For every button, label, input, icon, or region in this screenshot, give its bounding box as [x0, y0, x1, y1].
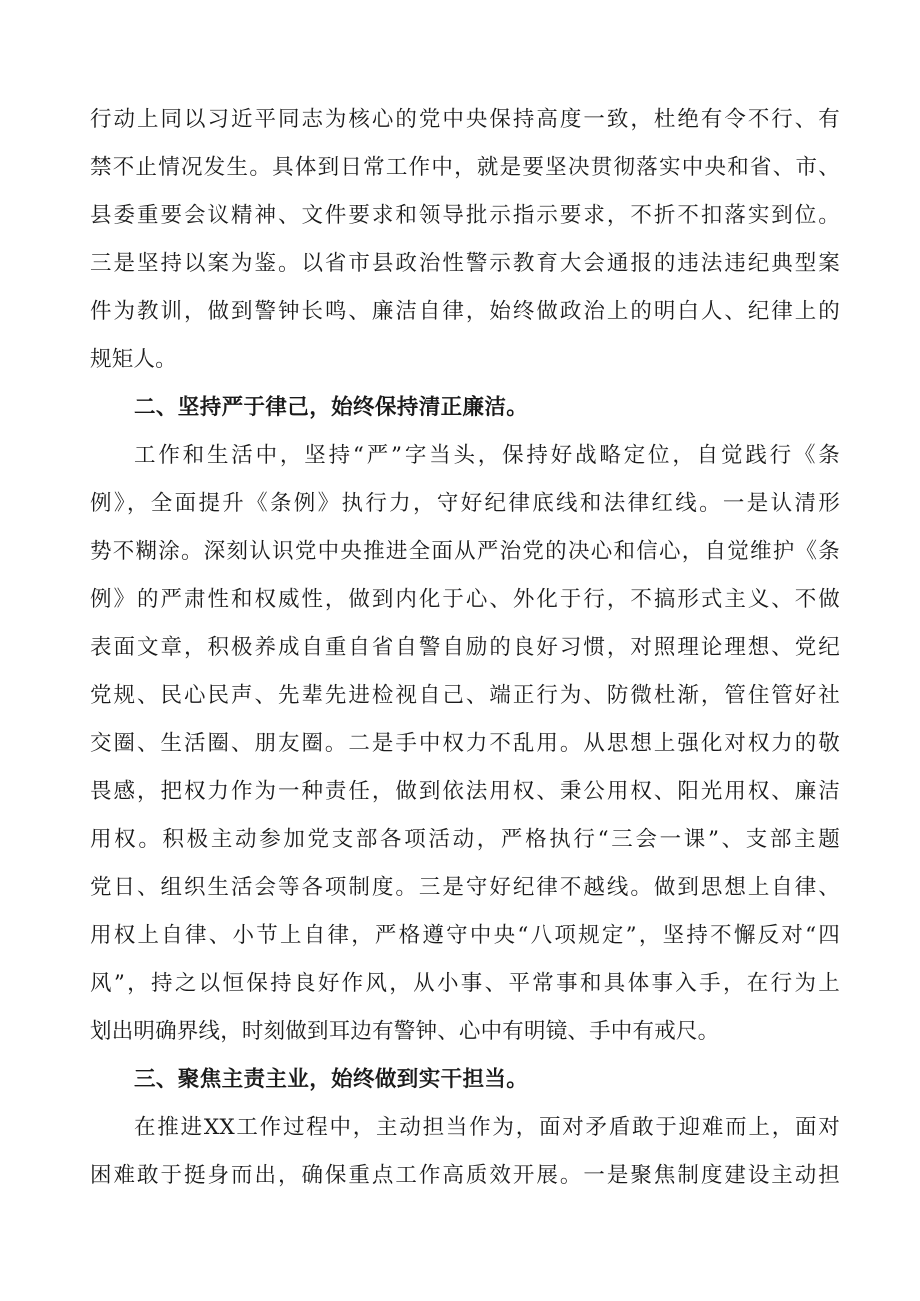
text-line: 困难敢于挺身而出，确保重点工作高质效开展。一是聚焦制度建设主动担	[90, 1163, 840, 1188]
document-body	[90, 96, 840, 1200]
text-line: 畏感，把权力作为一种责任，做到依法用权、秉公用权、阳光用权、廉洁	[90, 779, 840, 804]
text-line: 风”，持之以恒保持良好作风，从小事、平常事和具体事入手，在行为上	[90, 971, 840, 996]
text-line: 行动上同以习近平同志为核心的党中央保持高度一致，杜绝有令不行、有	[90, 107, 840, 132]
text-line: 用权。积极主动参加党支部各项活动，严格执行“三会一课”、支部主题	[90, 827, 840, 852]
text-line: 件为教训，做到警钟长鸣、廉洁自律，始终做政治上的明白人、纪律上的	[90, 299, 840, 324]
text-line: 例》的严肃性和权威性，做到内化于心、外化于行，不搞形式主义、不做	[90, 587, 840, 612]
paragraph-2	[90, 432, 840, 1056]
text-line: 例》，全面提升《条例》执行力，守好纪律底线和法律红线。一是认清形	[90, 491, 840, 516]
text-line: 党规、民心民声、先辈先进检视自己、端正行为、防微杜渐，管住管好社	[90, 683, 840, 708]
text-line: 党日、组织生活会等各项制度。三是守好纪律不越线。做到思想上自律、	[90, 875, 840, 900]
text-line: 县委重要会议精神、文件要求和领导批示指示要求，不折不扣落实到位。	[90, 203, 840, 228]
text-line: 划出明确界线，时刻做到耳边有警钟、心中有明镜、手中有戒尺。	[90, 1019, 720, 1044]
text-line: 在推进XX工作过程中，主动担当作为，面对矛盾敢于迎难而上，面对	[134, 1115, 840, 1140]
text-line: 禁不止情况发生。具体到日常工作中，就是要坚决贯彻落实中央和省、市、	[90, 155, 840, 180]
text-line: 工作和生活中，坚持“严”字当头，保持好战略定位，自觉践行《条	[134, 443, 840, 468]
section-heading-2: 二、坚持严于律己，始终保持清正廉洁。	[134, 395, 529, 420]
section-heading-3: 三、聚焦主责主业，始终做到实干担当。	[134, 1067, 529, 1092]
paragraph-1	[90, 96, 840, 384]
text-line: 表面文章，积极养成自重自省自警自励的良好习惯，对照理论理想、党纪	[90, 635, 840, 660]
text-line: 用权上自律、小节上自律，严格遵守中央“八项规定”，坚持不懈反对“四	[90, 923, 840, 948]
paragraph-3	[90, 1104, 840, 1200]
text-line: 规矩人。	[90, 347, 177, 372]
text-line: 势不糊涂。深刻认识党中央推进全面从严治党的决心和信心，自觉维护《条	[90, 539, 840, 564]
text-line: 交圈、生活圈、朋友圈。二是手中权力不乱用。从思想上强化对权力的敬	[90, 731, 840, 756]
text-line: 三是坚持以案为鉴。以省市县政治性警示教育大会通报的违法违纪典型案	[90, 251, 840, 276]
